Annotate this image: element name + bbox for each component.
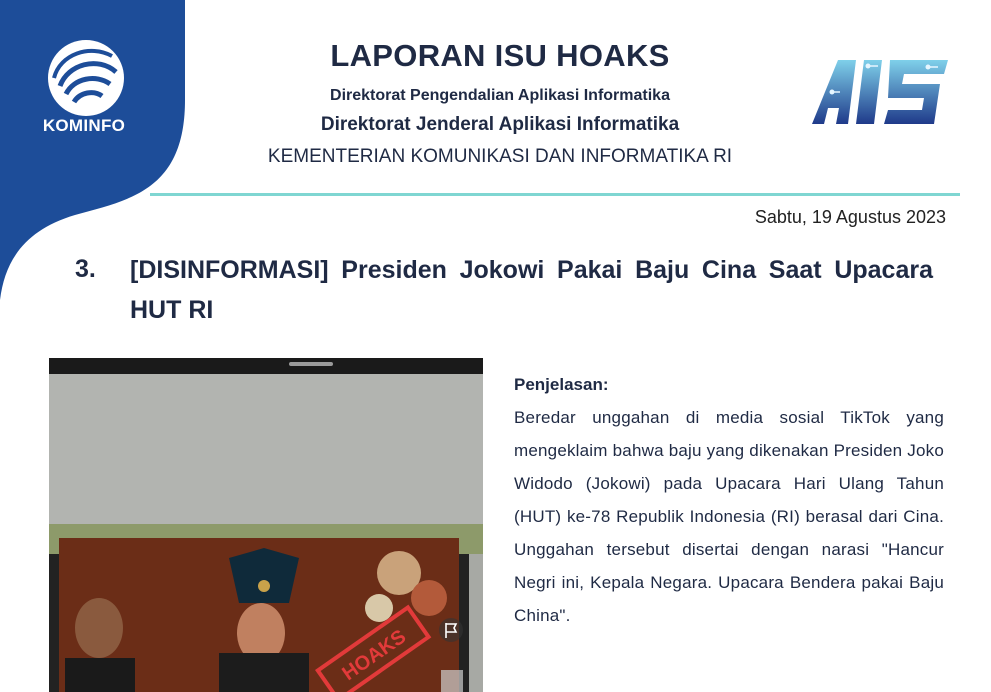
ais-logo: [808, 52, 956, 132]
header-divider: [150, 193, 960, 196]
directorate-general-line: Direktorat Jenderal Aplikasi Informatika: [320, 114, 680, 135]
kominfo-logo-text: KOMINFO: [42, 116, 126, 135]
item-number: 3.: [75, 255, 96, 283]
hoax-stamp: HOAKS: [338, 625, 411, 686]
report-title: LAPORAN ISU HOAKS: [330, 38, 670, 73]
explanation-text: Beredar unggahan di media sosial TikTok yang mengeklaim bahwa baju yang dikenakan Presiden Joko Widodo (Jokowi) pada Upacara Hari Ulang Tahun (HUT) ke-78 Republik Indonesia (RI) berasal dari Cina. Unggahan tersebut disertai dengan narasi "Hancur Negri ini, Kepala Negara. Upacara Bendera pakai Baju China".: [514, 408, 944, 625]
item-title: [DISINFORMASI] Presiden Jokowi Pakai Baju Cina Saat Upacara HUT RI: [130, 256, 933, 324]
explanation-label: Penjelasan:: [514, 375, 609, 394]
hoax-screenshot-image: [49, 358, 483, 692]
directorate-line: Direktorat Pengendalian Aplikasi Informatika: [330, 87, 670, 104]
ministry-line: KEMENTERIAN KOMUNIKASI DAN INFORMATIKA RI: [267, 146, 733, 167]
report-date: Sabtu, 19 Agustus 2023: [754, 207, 946, 227]
flag-icon: [439, 618, 463, 642]
explanation-section: [514, 368, 944, 632]
